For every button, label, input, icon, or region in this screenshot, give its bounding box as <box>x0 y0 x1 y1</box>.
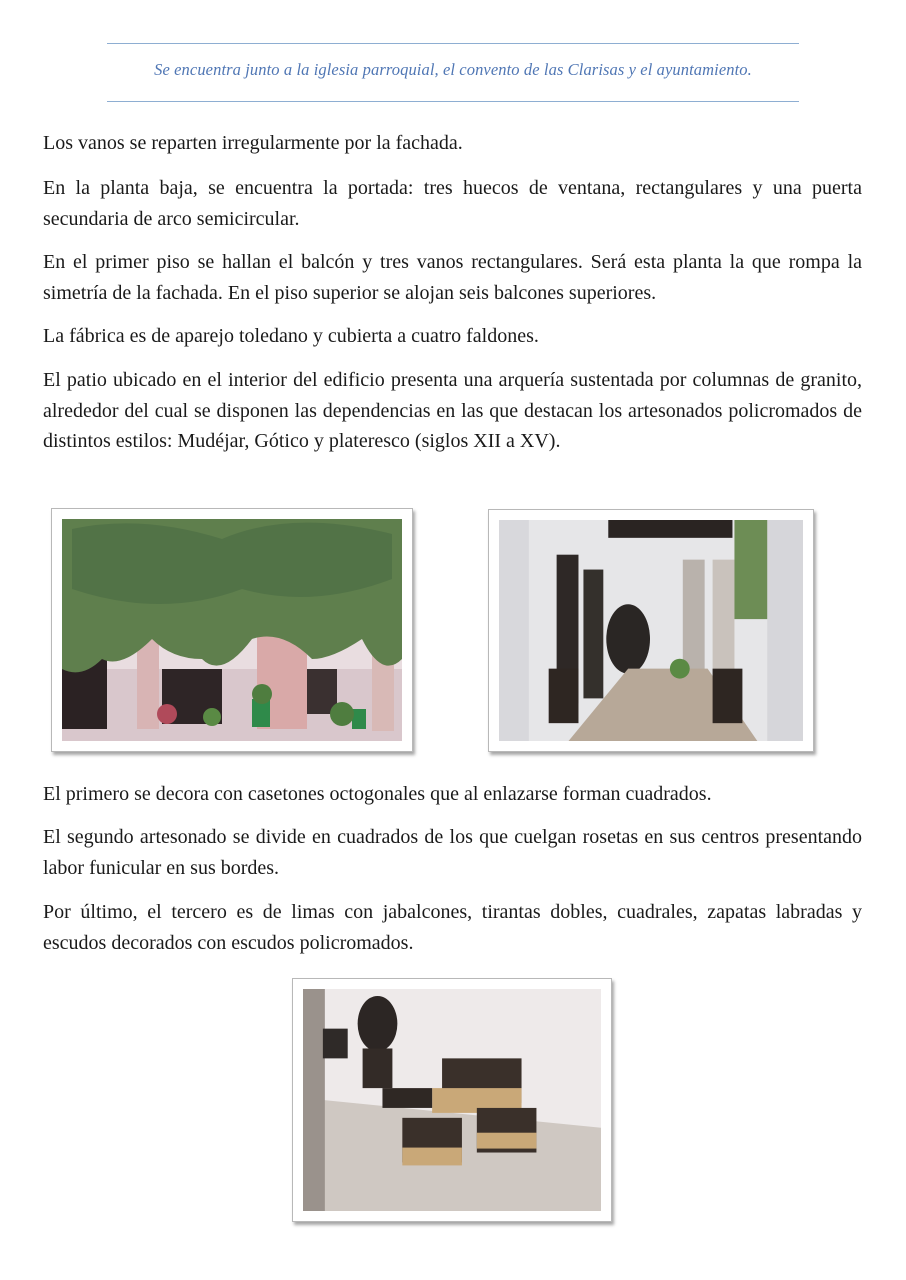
photo-frame-gallery <box>488 509 814 752</box>
paragraph: El primero se decora con casetones octogonales que al enlazarse forman cuadrados. <box>43 783 712 805</box>
paragraph: En la planta baja, se encuentra la portada: tres huecos de ventana, rectangulares y una puerta secundaria de arco semicircular. <box>43 177 862 230</box>
header-rule-bottom <box>107 101 799 102</box>
paragraph: El segundo artesonado se divide en cuadrados de los que cuelgan rosetas en sus centros presentando labor funicular en sus bordes. <box>43 826 862 879</box>
header-quote: Se encuentra junto a la iglesia parroquial, el convento de las Clarisas y el ayuntamiento. <box>154 60 752 79</box>
paragraph: La fábrica es de aparejo toledano y cubierta a cuatro faldones. <box>43 325 539 347</box>
photo-gallery-furniture <box>303 989 601 1211</box>
photo-frame-furniture <box>292 978 612 1222</box>
photo-frame-patio <box>51 508 413 752</box>
photo-patio-ivy <box>62 519 402 741</box>
photo-gallery-rocking-chairs <box>499 520 803 741</box>
paragraph: Por último, el tercero es de limas con jabalcones, tirantas dobles, cuadrales, zapatas labradas y escudos decorados con escudos policromados. <box>43 901 862 954</box>
header-rule-top <box>107 43 799 44</box>
paragraph: En el primer piso se hallan el balcón y tres vanos rectangulares. Será esta planta la que rompa la simetría de la fachada. En el piso superior se alojan seis balcones superiores. <box>43 251 862 304</box>
paragraph: Los vanos se reparten irregularmente por la fachada. <box>43 132 463 154</box>
paragraph: El patio ubicado en el interior del edificio presenta una arquería sustentada por columnas de granito, alrededor del cual se disponen las dependencias en las que destacan los artesonados policromados de distintos estilos: Mudéjar, Gótico y plateresco (siglos XII a XV). <box>43 369 862 452</box>
